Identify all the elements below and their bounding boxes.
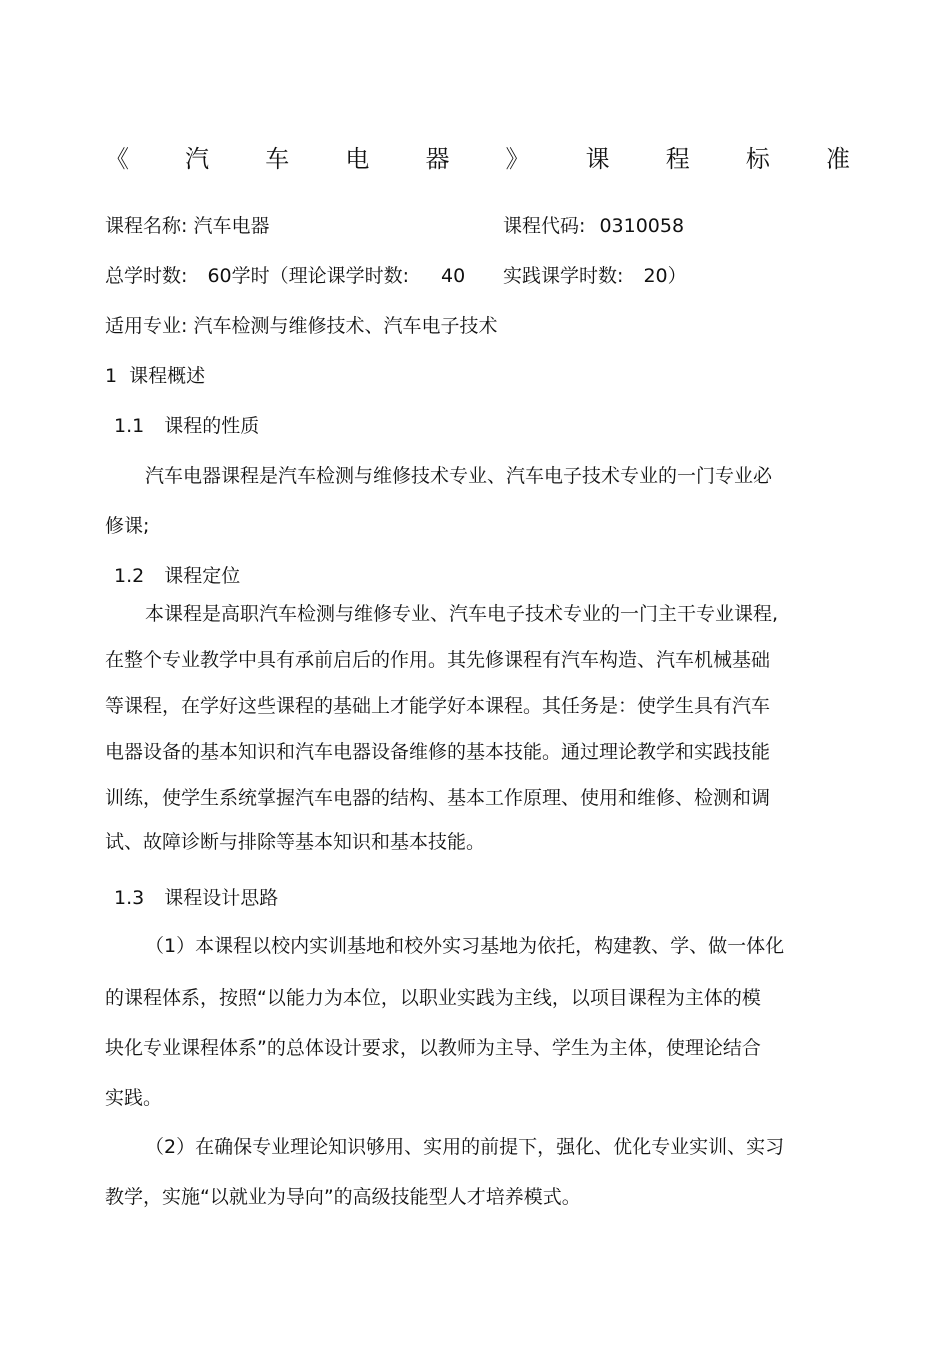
total-hours-value: 60 [207, 265, 232, 287]
paragraph-line: 汽车电器课程是汽车检测与维修技术专业、汽车电子技术专业的一门专业必 [145, 465, 773, 487]
paragraph-line: 教学，实施“以就业为导向”的高级技能型人才培养模式。 [105, 1186, 581, 1208]
practice-hours-value: 20） [643, 265, 687, 287]
document-title [105, 140, 850, 172]
course-code-row [503, 214, 684, 238]
section-number: 1 [105, 365, 118, 387]
subsection-heading [114, 414, 259, 438]
subsection-number: 1.3 [114, 887, 145, 909]
title-char: 车 [265, 144, 290, 173]
paragraph-line: （1）本课程以校内实训基地和校外实习基地为依托，构建教、学、做一体化 [145, 935, 785, 957]
subsection-title: 课程定位 [164, 565, 241, 587]
subsection-heading [114, 564, 240, 588]
practice-hours-row [503, 264, 687, 288]
subsection-number: 1.2 [114, 565, 145, 587]
subsection-number: 1.1 [114, 415, 145, 437]
title-char: 电 [345, 144, 370, 173]
paragraph-line: 实践。 [105, 1087, 163, 1109]
theory-hours-value: 40 [441, 265, 466, 287]
paragraph-line: 块化专业课程体系”的总体设计要求，以教师为主导、学生为主体，使理论结合 [105, 1037, 761, 1059]
paragraph-line: 电器设备的基本知识和汽车电器设备维修的基本技能。通过理论教学和实践技能 [105, 741, 771, 763]
majors-label: 适用专业: [105, 315, 188, 337]
majors-value: 汽车检测与维修技术、汽车电子技术 [193, 315, 498, 337]
subsection-title: 课程的性质 [164, 415, 260, 437]
paragraph-line: 训练，使学生系统掌握汽车电器的结构、基本工作原理、使用和维修、检测和调 [105, 787, 771, 809]
paragraph-line: 试、故障诊断与排除等基本知识和基本技能。 [105, 831, 486, 853]
course-code-label: 课程代码: [503, 215, 586, 237]
paragraph-line: 修课; [105, 515, 150, 537]
course-name-value: 汽车电器 [193, 215, 270, 237]
title-char: 汽 [185, 144, 210, 173]
title-char: 准 [825, 144, 850, 173]
paragraph-line: 在整个专业教学中具有承前启后的作用。其先修课程有汽车构造、汽车机械基础 [105, 649, 771, 671]
section-heading [105, 364, 205, 388]
paragraph-line: 的课程体系，按照“以能力为本位，以职业实践为主线，以项目课程为主体的模 [105, 987, 761, 1009]
title-char: 《 [105, 144, 129, 173]
section-title: 课程概述 [129, 365, 206, 387]
total-hours-label: 总学时数: [105, 265, 188, 287]
course-code-value: 0310058 [599, 215, 685, 237]
hours-row [105, 264, 409, 288]
course-name-row [105, 214, 269, 238]
majors-row [105, 314, 497, 338]
title-char: 课 [585, 144, 610, 173]
title-char: 程 [665, 144, 690, 173]
practice-hours-label: 实践课学时数: [503, 265, 624, 287]
paragraph-line: 本课程是高职汽车检测与维修专业、汽车电子技术专业的一门主干专业课程, [145, 603, 779, 625]
paragraph-line: 等课程，在学好这些课程的基础上才能学好本课程。其任务是：使学生具有汽车 [105, 695, 771, 717]
course-name-label: 课程名称: [105, 215, 188, 237]
subsection-title: 课程设计思路 [164, 887, 279, 909]
title-char: 器 [425, 144, 450, 173]
title-char: 》 [505, 144, 530, 173]
paragraph-line: （2）在确保专业理论知识够用、实用的前提下，强化、优化专业实训、实习 [145, 1136, 785, 1158]
theory-hours-label: 学时（理论课学时数: [231, 265, 410, 287]
title-char: 标 [745, 144, 770, 173]
subsection-heading [114, 886, 278, 910]
